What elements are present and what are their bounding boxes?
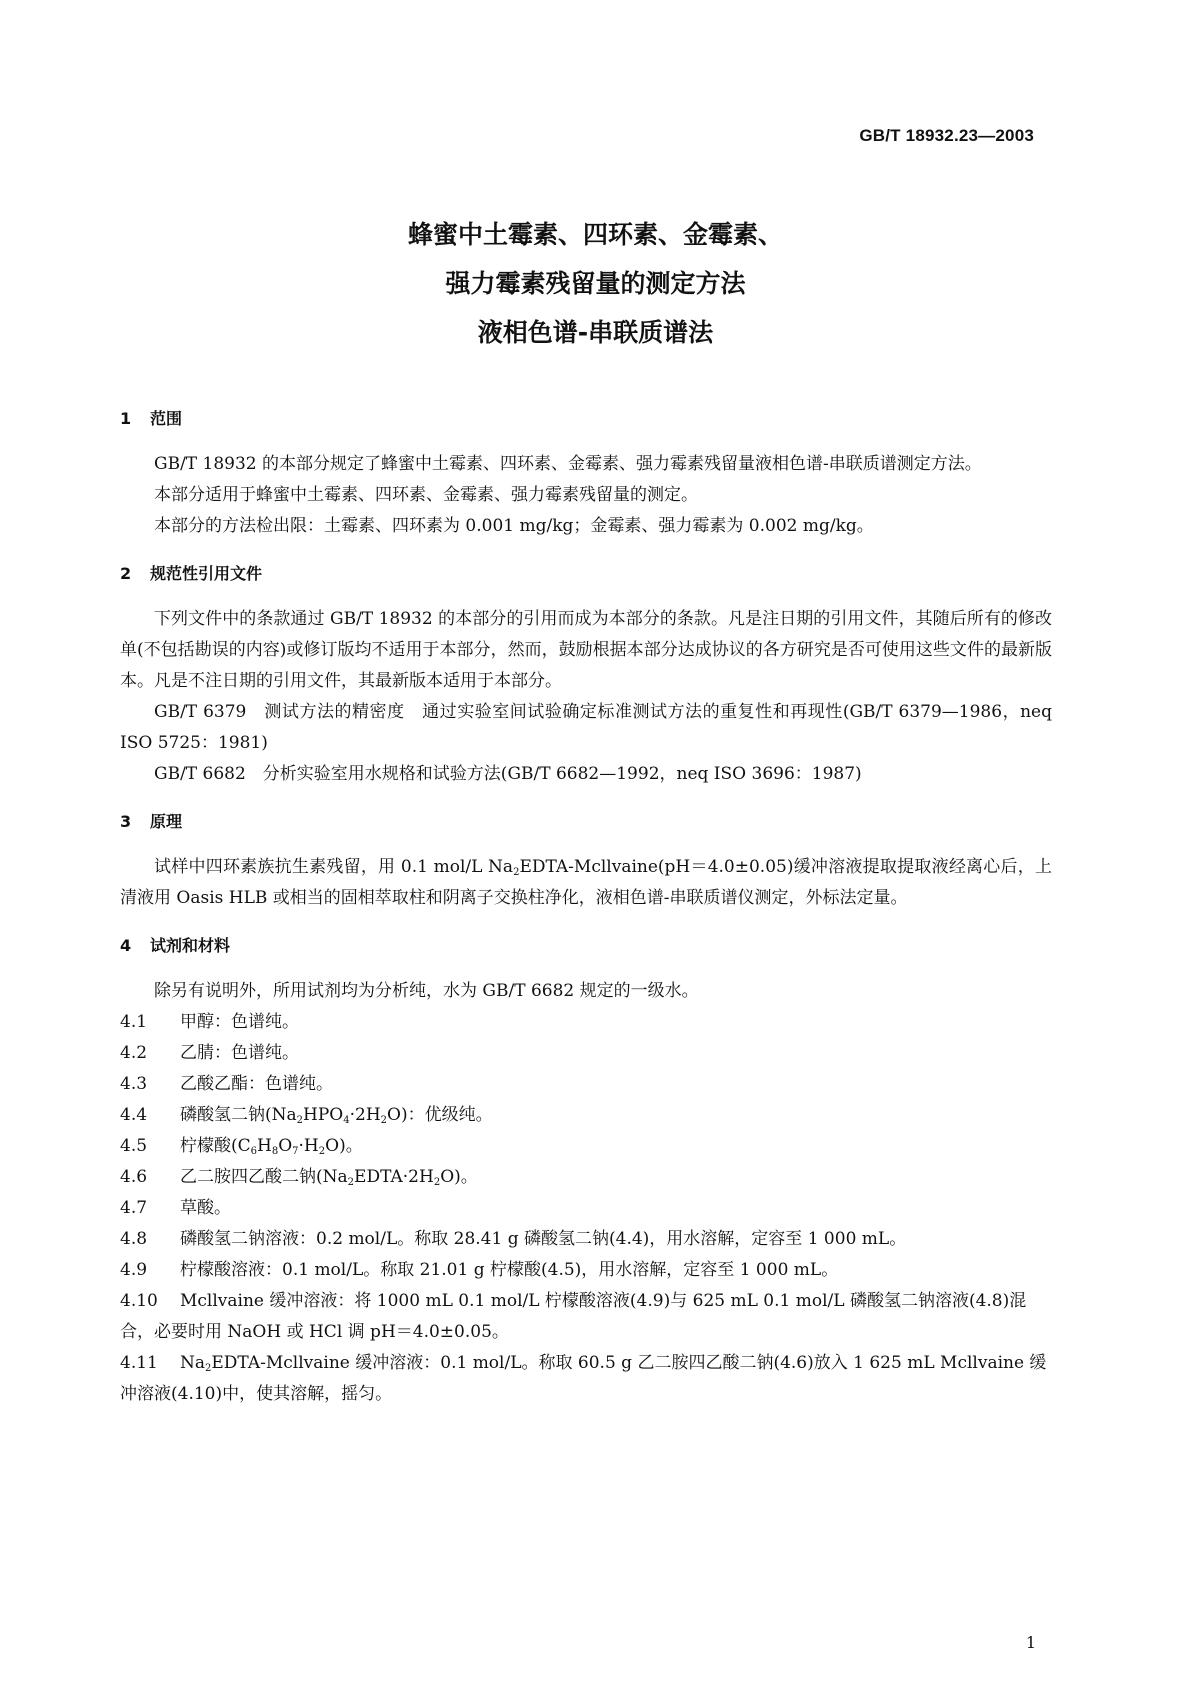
reagent-item <box>120 1131 1052 1162</box>
reagent-item-number: 4.2 <box>120 1043 148 1063</box>
reagent-item <box>120 1069 1052 1100</box>
section-title: 规范性引用文件 <box>150 564 263 583</box>
section-title: 原理 <box>150 812 183 831</box>
section-heading-scope <box>120 407 1052 431</box>
reagent-item <box>120 1286 1052 1348</box>
reagent-item-number: 4.4 <box>120 1105 148 1125</box>
reagent-item-number: 4.10 <box>120 1291 158 1311</box>
section-number: 4 <box>120 936 132 955</box>
reagent-item-text: 乙二胺四乙酸二钠$(Na_2EDTA\cdot 2H_2O)$。 <box>180 1167 478 1188</box>
section-heading-principle <box>120 810 1052 834</box>
section-title: 试剂和材料 <box>150 936 231 955</box>
reagent-item-number: 4.3 <box>120 1074 148 1094</box>
reagent-item <box>120 1007 1052 1038</box>
section-heading-normative-references <box>120 562 1052 586</box>
reagent-item-number: 4.8 <box>120 1229 148 1249</box>
paragraph: GB/T 18932 的本部分规定了蜂蜜中土霉素、四环素、金霉素、强力霉素残留量液相色谱-串联质谱测定方法。 <box>154 454 982 474</box>
reagent-list <box>120 1007 1052 1410</box>
paragraph: 本部分适用于蜂蜜中土霉素、四环素、金霉素、强力霉素残留量的测定。 <box>154 485 698 505</box>
reagent-item-text: 乙腈：色谱纯。 <box>180 1043 299 1063</box>
reagent-item-number: 4.7 <box>120 1198 148 1218</box>
reagent-item-text: 磷酸氢二钠溶液：0.2 mol/L。称取 28.41 g 磷酸氢二钠(4.4)，用水溶解，定容至 1 000 mL。 <box>180 1229 907 1249</box>
title-line-2: 强力霉素残留量的测定方法 <box>445 269 746 298</box>
page-number: 1 <box>1025 1633 1036 1652</box>
paragraph: 本部分的方法检出限：土霉素、四环素为 0.001 mg/kg；金霉素、强力霉素为 0.002 mg/kg。 <box>154 516 874 536</box>
title-line-1: 蜂蜜中土霉素、四环素、金霉素、 <box>407 220 783 249</box>
reagent-item-number: 4.11 <box>120 1353 158 1373</box>
reagent-item-text: 甲醇：色谱纯。 <box>180 1012 299 1032</box>
reagent-item-number: 4.5 <box>120 1136 148 1156</box>
reagent-item-text: Mcllvaine 缓冲溶液：将 1000 mL 0.1 mol/L 柠檬酸溶液(4.9)与 625 mL 0.1 mol/L 磷酸氢二钠溶液(4.8)混合，必要时用 NaOH 或 HCl 调 pH＝4.0±0.05。 <box>120 1291 1027 1342</box>
reference-entry: GB/T 6682 分析实验室用水规格和试验方法(GB/T 6682—1992，neq ISO 3696：1987) <box>154 764 862 784</box>
reagent-item-number: 4.9 <box>120 1260 148 1280</box>
document-title <box>0 212 1191 356</box>
section-number: 1 <box>120 409 132 428</box>
section-number: 2 <box>120 564 132 583</box>
section-heading-reagents <box>120 934 1052 958</box>
reagent-item-text: 柠檬酸溶液：0.1 mol/L。称取 21.01 g 柠檬酸(4.5)，用水溶解，定容至 1 000 mL。 <box>180 1260 839 1280</box>
paragraph: 下列文件中的条款通过 GB/T 18932 的本部分的引用而成为本部分的条款。凡是注日期的引用文件，其随后所有的修改单(不包括勘误的内容)或修订版均不适用于本部分，然而，鼓励根据本部分达成协议的各方研究是否可使用这些文件的最新版本。凡是不注日期的引用文件，其最新版本适用于本部分。 <box>120 609 1052 691</box>
reagent-item <box>120 1038 1052 1069</box>
paragraph: 除另有说明外，所用试剂均为分析纯，水为 GB/T 6682 规定的一级水。 <box>154 981 699 1001</box>
reagent-item-text: $Na_2EDTA$-Mcllvaine 缓冲溶液：0.1 mol/L。称取 60.5 g 乙二胺四乙酸二钠(4.6)放入 1 625 mL Mcllvaine 缓冲溶液(4.10)中，使其溶解，摇匀。 <box>120 1353 1047 1404</box>
reagent-item-number: 4.1 <box>120 1012 148 1032</box>
reagent-item <box>120 1193 1052 1224</box>
paragraph: 试样中四环素族抗生素残留，用 0.1 mol/L $Na_2EDTA-Mcllvaine(pH=4.0\pm 0.05)$缓冲溶液提取提取液经离心后，上清液用 Oasis HLB 或相当的固相萃取柱和阴离子交换柱净化，液相色谱-串联质谱仪测定，外标法定量。 <box>120 857 1052 908</box>
reagent-item <box>120 1100 1052 1131</box>
reagent-item <box>120 1224 1052 1255</box>
section-title: 范围 <box>150 409 183 428</box>
reagent-item <box>120 1255 1052 1286</box>
document-body <box>120 407 1052 1410</box>
reagent-item-number: 4.6 <box>120 1167 148 1187</box>
title-line-3: 液相色谱-串联质谱法 <box>477 318 714 347</box>
reference-entry: GB/T 6379 测试方法的精密度 通过实验室间试验确定标准测试方法的重复性和再现性(GB/T 6379—1986，neq ISO 5725：1981) <box>120 702 1052 753</box>
reagent-item-text: 柠檬酸$(C_6H_8O_7\cdot H_2O)$。 <box>180 1136 363 1157</box>
reagent-item-text: 草酸。 <box>180 1198 231 1218</box>
section-number: 3 <box>120 812 132 831</box>
reagent-item <box>120 1348 1052 1410</box>
reagent-item <box>120 1162 1052 1193</box>
standard-code: GB/T 18932.23—2003 <box>859 126 1034 145</box>
reagent-item-text: 乙酸乙酯：色谱纯。 <box>180 1074 333 1094</box>
reagent-item-text: 磷酸氢二钠$(Na_2HPO_4\cdot 2H_2O)$：优级纯。 <box>180 1105 493 1126</box>
